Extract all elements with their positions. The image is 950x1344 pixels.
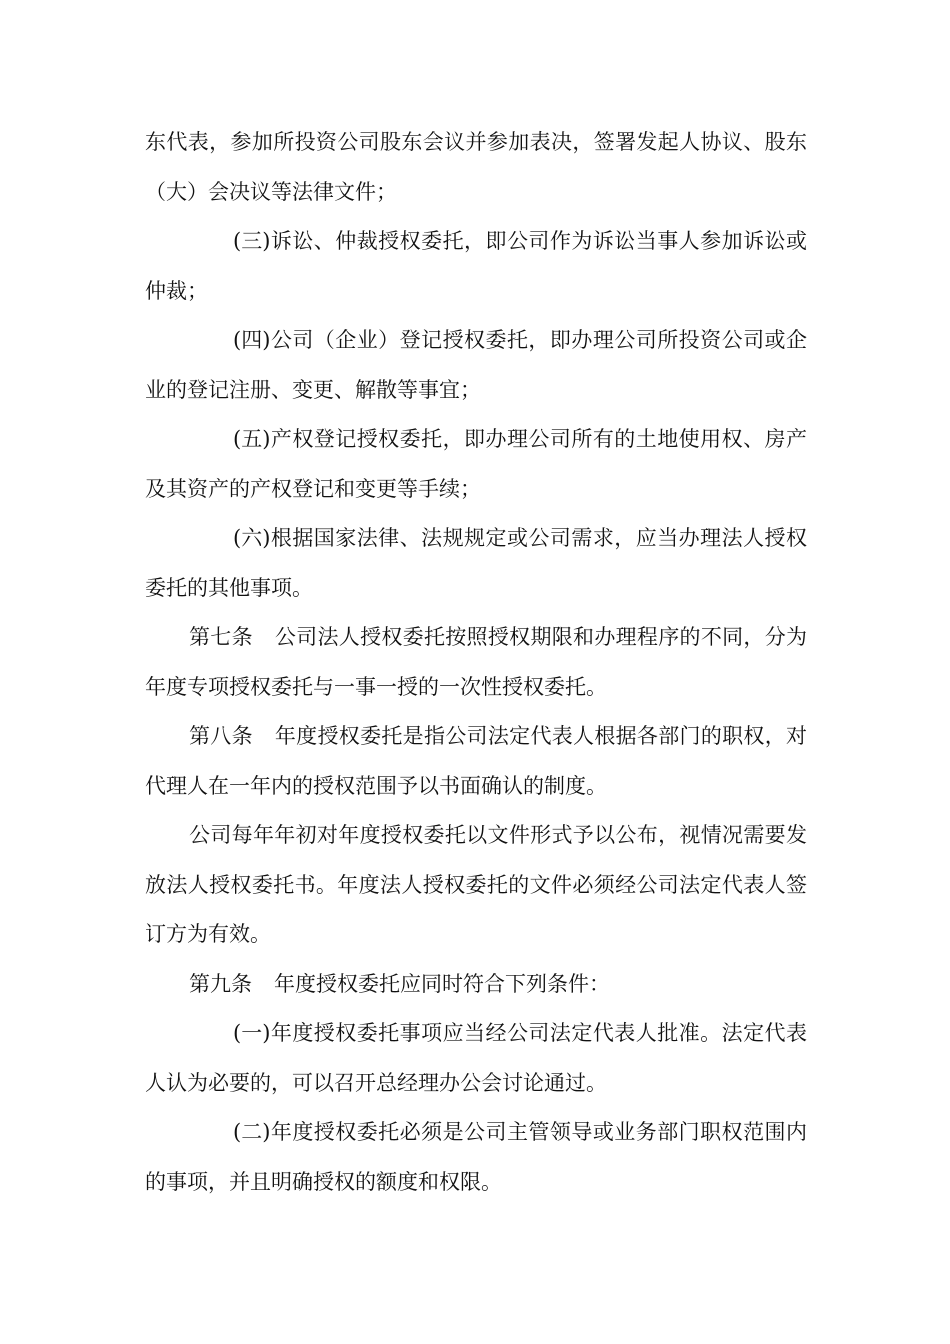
list-item-1 [145, 1009, 807, 1108]
article-number: 第七条 [189, 625, 253, 649]
list-item-6 [145, 514, 807, 613]
list-item-2 [145, 1108, 807, 1207]
article-9 [145, 960, 807, 1010]
list-number: (四) [233, 328, 271, 352]
article-text: 年度授权委托是指公司法定代表人根据各部门的职权，对代理人在一年内的授权范围予以书面确认的制度。 [145, 724, 807, 798]
list-item-text: 年度授权委托必须是公司主管领导或业务部门职权范围内的事项，并且明确授权的额度和权限。 [145, 1120, 807, 1194]
article-number: 第九条 [189, 971, 252, 996]
paragraph-annual-announcement [145, 811, 807, 960]
list-number: (五) [233, 427, 271, 451]
paragraph-continuation [145, 118, 807, 217]
list-item-5 [145, 415, 807, 514]
list-item-text: 年度授权委托事项应当经公司法定代表人批准。法定代表人认为必要的，可以召开总经理办公会讨论通过。 [145, 1021, 807, 1095]
article-text: 年度授权委托应同时符合下列条件： [274, 971, 610, 996]
article-8 [145, 712, 807, 811]
list-number: (二) [233, 1120, 271, 1144]
list-number: (三) [233, 229, 271, 253]
list-number: (一) [233, 1021, 271, 1045]
list-item-text: 诉讼、仲裁授权委托，即公司作为诉讼当事人参加诉讼或仲裁； [145, 229, 807, 303]
list-item-3 [145, 217, 807, 316]
list-item-4 [145, 316, 807, 415]
list-number: (六) [233, 526, 271, 550]
article-number: 第八条 [189, 724, 253, 748]
paragraph-text: 东代表，参加所投资公司股东会议并参加表决，签署发起人协议、股东（大）会决议等法律文件； [145, 130, 807, 204]
article-7 [145, 613, 807, 712]
list-item-text: 公司（企业）登记授权委托，即办理公司所投资公司或企业的登记注册、变更、解散等事宜； [145, 328, 807, 402]
list-item-text: 根据国家法律、法规规定或公司需求，应当办理法人授权委托的其他事项。 [145, 526, 807, 600]
paragraph-text: 公司每年年初对年度授权委托以文件形式予以公布，视情况需要发放法人授权委托书。年度法人授权委托的文件必须经公司法定代表人签订方为有效。 [145, 823, 807, 946]
list-item-text: 产权登记授权委托，即办理公司所有的土地使用权、房产及其资产的产权登记和变更等手续； [145, 427, 807, 501]
document-page [145, 118, 807, 1207]
article-text: 公司法人授权委托按照授权期限和办理程序的不同，分为年度专项授权委托与一事一授的一次性授权委托。 [145, 625, 807, 699]
